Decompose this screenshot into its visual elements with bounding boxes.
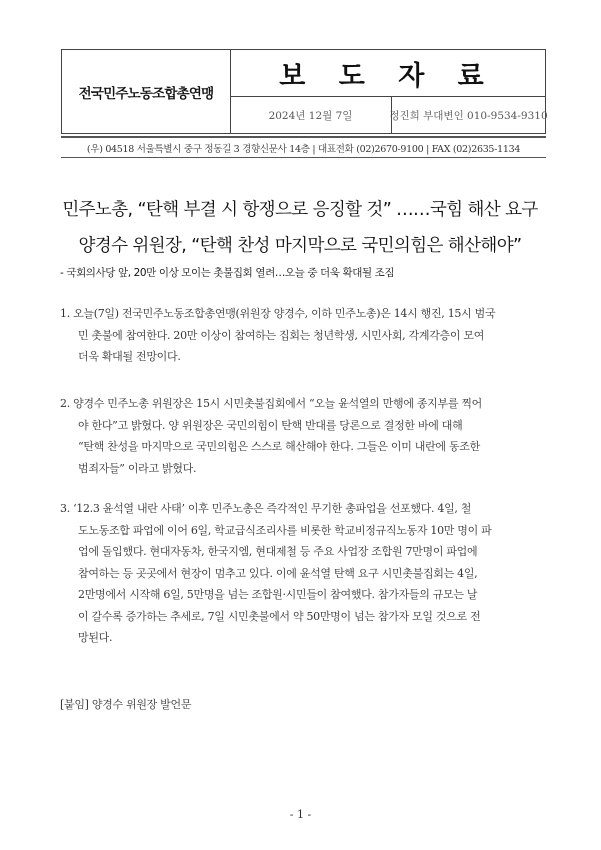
paragraph-line: 범죄자들” 이라고 밝혔다. — [78, 461, 197, 475]
subheadline: - 국회의사당 앞, 20만 이상 모이는 촛불집회 열려…오늘 중 더욱 확대될 조짐 — [60, 267, 395, 279]
paragraph-line: 야 한다”고 밝혔다. 양 위원장은 국민의힘이 탄핵 반대를 당론으로 결정한 바에 대해 — [78, 418, 463, 432]
paragraph-line: 더욱 확대될 전망이다. — [78, 350, 181, 363]
paragraph-line: 2. 양경수 민주노총 위원장은 15시 시민촛불집회에서 “오늘 윤석열의 만행에 종지부를 찍어 — [60, 397, 482, 410]
paragraph-line: “탄핵 찬성을 마지막으로 국민의힘은 스스로 해산해야 한다. 그들은 이미 내란에 동조한 — [78, 440, 480, 453]
release-date: 2024년 12월 7일 — [230, 97, 392, 133]
paragraph-line: 이 갈수록 증가하는 추세로, 7일 시민촛불에서 약 50만명이 넘는 참가자 모일 것으로 전 — [78, 609, 481, 623]
paragraph-line: 3. ‘12.3 윤석열 내란 사태’ 이후 민주노총은 즉각적인 무기한 총파업을 선포했다. 4일, 철 — [60, 502, 472, 515]
paragraph-2 — [60, 393, 545, 479]
paragraph-1 — [60, 303, 545, 368]
address-bar: (우) 04518 서울특별시 중구 정동길 3 경향신문사 14층 | 대표전화 (02)2670-9100 | FAX (02)2635-1134 — [61, 136, 546, 158]
paragraph-line: 도노동조합 파업에 이어 6일, 학교급식조리사를 비롯한 학교비정규직노동자 10만 명이 파 — [78, 523, 492, 537]
contact-info: 정진희 부대변인 010-9534-9310 — [389, 109, 548, 122]
paragraph-line: 참여하는 등 곳곳에서 현장이 멈추고 있다. 이에 윤석열 탄핵 요구 시민촛불집회는 4일, — [78, 566, 478, 580]
header-table — [61, 49, 546, 134]
document-type-title: 보 도 자 료 — [230, 50, 545, 97]
paragraph-line: 업에 돌입했다. 현대자동차, 한국지엠, 현대제철 등 주요 사업장 조합원 7만명이 파업에 — [78, 545, 478, 558]
paragraph-line: 민 촛불에 참여한다. 20만 이상이 참여하는 집회는 청년학생, 시민사회, 각계각층이 모여 — [78, 328, 485, 342]
organization-name: 전국민주노동조합총연맹 — [62, 50, 231, 133]
headline-line-2: 양경수 위원장, “탄핵 찬성 마지막으로 국민의힘은 해산해야” — [78, 236, 522, 256]
attachment-note: [붙임] 양경수 위원장 발언문 — [60, 698, 192, 711]
paragraph-line: 2만명에서 시작해 6일, 5만명을 넘는 조합원·시민들이 참여했다. 참가자들의 규모는 날 — [78, 588, 478, 601]
paragraph-3 — [60, 498, 545, 649]
page-number: - 1 - — [289, 808, 312, 821]
paragraph-line: 망된다. — [78, 631, 113, 644]
paragraph-line: 1. 오늘(7일) 전국민주노동조합총연맹(위원장 양경수, 이하 민주노총)은 14시 행진, 15시 범국 — [60, 307, 496, 320]
headline-line-1: 민주노총, “탄핵 부결 시 항쟁으로 응징할 것” ……국힘 해산 요구 — [62, 200, 538, 220]
